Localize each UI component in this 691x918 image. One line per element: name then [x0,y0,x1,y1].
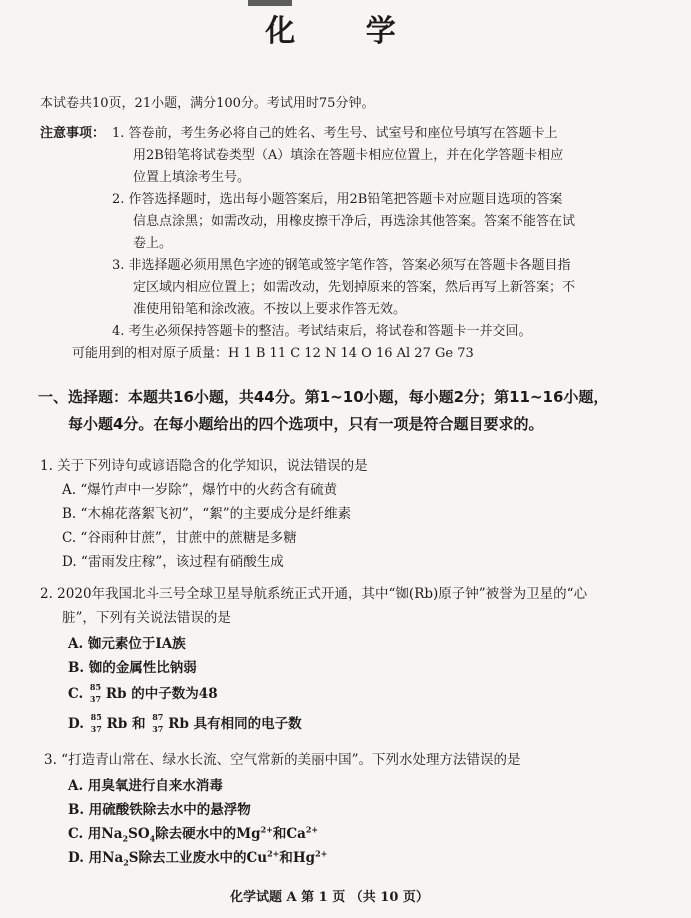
question-2-stem: 脏”，下列有关说法错误的是 [62,610,231,626]
notice-line: 位置上填涂考生号。 [133,170,251,185]
element-symbol: Rb [105,686,127,702]
atomic-masses: 可能用到的相对原子质量：H 1 B 11 C 12 N 14 O 16 Al 27 Ge 73 [72,346,474,361]
notice-line: 卷上。 [133,236,173,251]
page-title: 化 学 [265,14,426,49]
question-3-stem: 3. “打造青山常在、绿水长流、空气常新的美丽中国”。下列水处理方法错误的是 [44,752,521,768]
notice-line: 定区域内相应位置上；如需改动，先划掉原来的答案，然后再写上新答案；不 [133,280,576,295]
option-text: 的中子数为48 [131,686,218,702]
question-3-option-b: B. 用硫酸铁除去水中的悬浮物 [68,802,251,818]
question-2-stem: 2. 2020年我国北斗三号全球卫星导航系统正式开通，其中“铷(Rb)原子钟”被誉为卫星的“心 [40,586,588,602]
section-heading: 每小题4分。在每小题给出的四个选项中，只有一项是符合题目要求的。 [68,415,544,433]
question-2-option-d [68,712,302,736]
option-text: 具有相同的电子数 [193,716,302,732]
question-3-option-d: D. 用$Na_2S$除去工业废水中的$Cu^{2+}$和$Hg^{2+}$ [68,848,328,868]
isotope-notation: 87 37 [152,711,164,734]
exam-intro: 本试卷共10页，21小题，满分100分。考试用时75分钟。 [40,96,375,111]
question-1-stem: 1. 关于下列诗句或谚语隐含的化学知识，说法错误的是 [40,458,368,474]
question-3-option-a: A. 用臭氧进行自来水消毒 [68,778,223,794]
question-1-option-b: B. “木棉花落絮飞初”，“絮”的主要成分是纤维素 [62,506,352,522]
conjunction: 和 [132,716,146,732]
question-2-option-c [68,682,218,706]
isotope-notation: 85 37 [90,711,102,734]
notice-label: 注意事项： [40,126,106,141]
question-1-option-a: A. “爆竹声中一岁除”，爆竹中的火药含有硫黄 [62,482,338,498]
section-heading: 一、选择题：本题共16小题，共44分。第1~10小题，每小题2分；第11~16小题， [38,388,609,406]
notice-line: 信息点涂黑；如需改动，用橡皮擦干净后，再选涂其他答案。答案不能答在试 [133,214,576,229]
isotope-notation: 85 37 [89,681,102,704]
notice-line: 用2B铅笔将试卷类型（A）填涂在答题卡相应位置上，并在化学答题卡相应 [133,148,564,163]
question-1-option-d: D. “雷雨发庄稼”，该过程有硝酸生成 [62,554,284,570]
question-2-option-a: A. 铷元素位于IA族 [68,636,186,652]
question-3-option-c: C. 用$Na_2SO_4$除去硬水中的$Mg^{2+}$和$Ca^{2+}$ [68,824,319,844]
notice-line: 4. 考生必须保持答题卡的整洁。考试结束后，将试卷和答题卡一并交回。 [112,324,532,339]
question-1-option-c: C. “谷雨种甘蔗”，甘蔗中的蔗糖是多糖 [62,530,297,546]
option-letter: C. [68,686,84,702]
element-symbol: Rb [168,716,189,732]
question-2-option-b: B. 铷的金属性比钠弱 [68,660,197,676]
notice-line: 3. 非选择题必须用黑色字迹的钢笔或签字笔作答，答案必须写在答题卡各题目指 [112,258,571,273]
notice-line: 2. 作答选择题时，选出每小题答案后，用2B铅笔把答题卡对应题目选项的答案 [112,192,563,207]
notice-line: 准使用铅笔和涂改液。不按以上要求作答无效。 [133,302,407,317]
element-symbol: Rb [106,716,128,732]
notice-line: 1. 答卷前，考生务必将自己的姓名、考生号、试室号和座位号填写在答题卡上 [112,126,558,141]
page-footer: 化学试题 A 第 1 页 （共 10 页） [230,890,429,905]
option-letter: D. [68,716,84,732]
